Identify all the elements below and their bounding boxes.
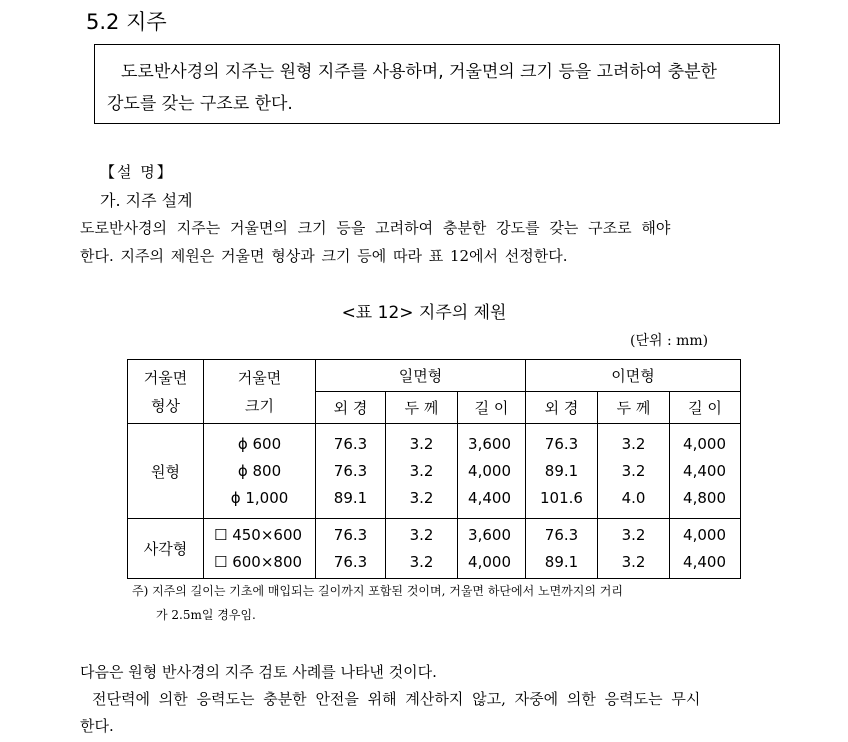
- summary-box: [94, 44, 780, 124]
- cell-double-od: [526, 424, 598, 519]
- section-title: 5.2 지주: [86, 10, 167, 34]
- cell-value: 76.3: [544, 525, 579, 544]
- cell-value: 3,600: [468, 434, 511, 453]
- cell-double-od: [526, 519, 598, 579]
- cell-single-thickness: [386, 519, 458, 579]
- cell-value: 76.3: [333, 434, 368, 453]
- header-double-sided: 이면형: [526, 360, 741, 392]
- header-text: 거울면: [237, 368, 282, 387]
- cell-sizes: [204, 424, 316, 519]
- cell-single-od: [316, 424, 386, 519]
- header-length: 길 이: [670, 392, 741, 424]
- unit-note: (단위 : mm): [630, 333, 709, 349]
- cell-single-od: [316, 519, 386, 579]
- cell-shape: 사각형: [128, 519, 204, 579]
- cell-value: 76.3: [333, 525, 368, 544]
- cell-value: 4,400: [683, 552, 726, 571]
- paragraph-line: 전단력에 의한 응력도는 충분한 안전을 위해 계산하지 않고, 자중에 의한 응력도는 무시: [92, 690, 701, 708]
- cell-value: 3.2: [621, 525, 646, 544]
- cell-double-length: [670, 424, 741, 519]
- spec-table: [127, 359, 741, 579]
- header-text: 크기: [245, 396, 274, 415]
- cell-sizes: [204, 519, 316, 579]
- header-single-sided: 일면형: [316, 360, 526, 392]
- table-row: [128, 519, 741, 579]
- header-text: 형상: [151, 396, 180, 415]
- cell-single-length: [458, 519, 526, 579]
- cell-value: 76.3: [333, 552, 368, 571]
- cell-value: 4.0: [621, 488, 646, 507]
- cell-value: 89.1: [544, 461, 579, 480]
- table-row: [128, 424, 741, 519]
- cell-value: 3.2: [621, 552, 646, 571]
- cell-single-length: [458, 424, 526, 519]
- table-caption: <표 12> 지주의 제원: [341, 303, 507, 323]
- cell-value: 89.1: [333, 488, 368, 507]
- table-footnote: 가 2.5m일 경우임.: [156, 608, 256, 622]
- cell-value: 3,600: [468, 525, 511, 544]
- cell-value: 76.3: [333, 461, 368, 480]
- cell-double-thickness: [598, 519, 670, 579]
- cell-value: 101.6: [540, 488, 583, 507]
- cell-value: ϕ 800: [237, 461, 282, 480]
- header-shape: [128, 360, 204, 424]
- summary-text-line: 강도를 갖는 구조로 한다.: [107, 94, 293, 114]
- header-length: 길 이: [458, 392, 526, 424]
- table-footnote: 주) 지주의 길이는 기초에 매입되는 길이까지 포함된 것이며, 거울면 하단에서 노면까지의 거리: [132, 584, 623, 598]
- cell-value: 4,400: [683, 461, 726, 480]
- cell-value: ☐ 450×600: [214, 525, 303, 544]
- paragraph-line: 도로반사경의 지주는 거울면의 크기 등을 고려하여 충분한 강도를 갖는 구조로 해야: [80, 219, 671, 237]
- paragraph-line: 한다.: [80, 717, 114, 735]
- cell-value: 76.3: [544, 434, 579, 453]
- cell-value: 89.1: [544, 552, 579, 571]
- cell-value: 4,000: [468, 461, 511, 480]
- cell-value: 4,000: [468, 552, 511, 571]
- cell-value: 4,400: [468, 488, 511, 507]
- cell-value: 4,000: [683, 434, 726, 453]
- cell-value: 3.2: [409, 552, 434, 571]
- cell-value: 3.2: [621, 434, 646, 453]
- cell-value: ϕ 1,000: [230, 488, 289, 507]
- cell-shape: 원형: [128, 424, 204, 519]
- header-thickness: 두 께: [598, 392, 670, 424]
- header-outer-diameter: 외 경: [316, 392, 386, 424]
- header-size: [204, 360, 316, 424]
- subsection-heading: 가. 지주 설계: [100, 191, 193, 210]
- cell-value: 3.2: [409, 461, 434, 480]
- cell-value: ϕ 600: [237, 434, 282, 453]
- summary-text-line: 도로반사경의 지주는 원형 지주를 사용하며, 거울면의 크기 등을 고려하여 충분한: [121, 62, 717, 82]
- header-outer-diameter: 외 경: [526, 392, 598, 424]
- paragraph-line: 다음은 원형 반사경의 지주 검토 사례를 나타낸 것이다.: [80, 663, 437, 681]
- cell-double-thickness: [598, 424, 670, 519]
- cell-value: 3.2: [409, 434, 434, 453]
- paragraph-line: 한다. 지주의 제원은 거울면 형상과 크기 등에 따라 표 12에서 선정한다.: [80, 247, 568, 265]
- cell-value: 4,000: [683, 525, 726, 544]
- cell-value: 3.2: [409, 525, 434, 544]
- cell-value: 3.2: [621, 461, 646, 480]
- header-text: 거울면: [143, 368, 188, 387]
- explanation-heading: 【설 명】: [100, 163, 174, 181]
- cell-value: ☐ 600×800: [214, 552, 303, 571]
- cell-value: 4,800: [683, 488, 726, 507]
- cell-single-thickness: [386, 424, 458, 519]
- header-thickness: 두 께: [386, 392, 458, 424]
- cell-double-length: [670, 519, 741, 579]
- cell-value: 3.2: [409, 488, 434, 507]
